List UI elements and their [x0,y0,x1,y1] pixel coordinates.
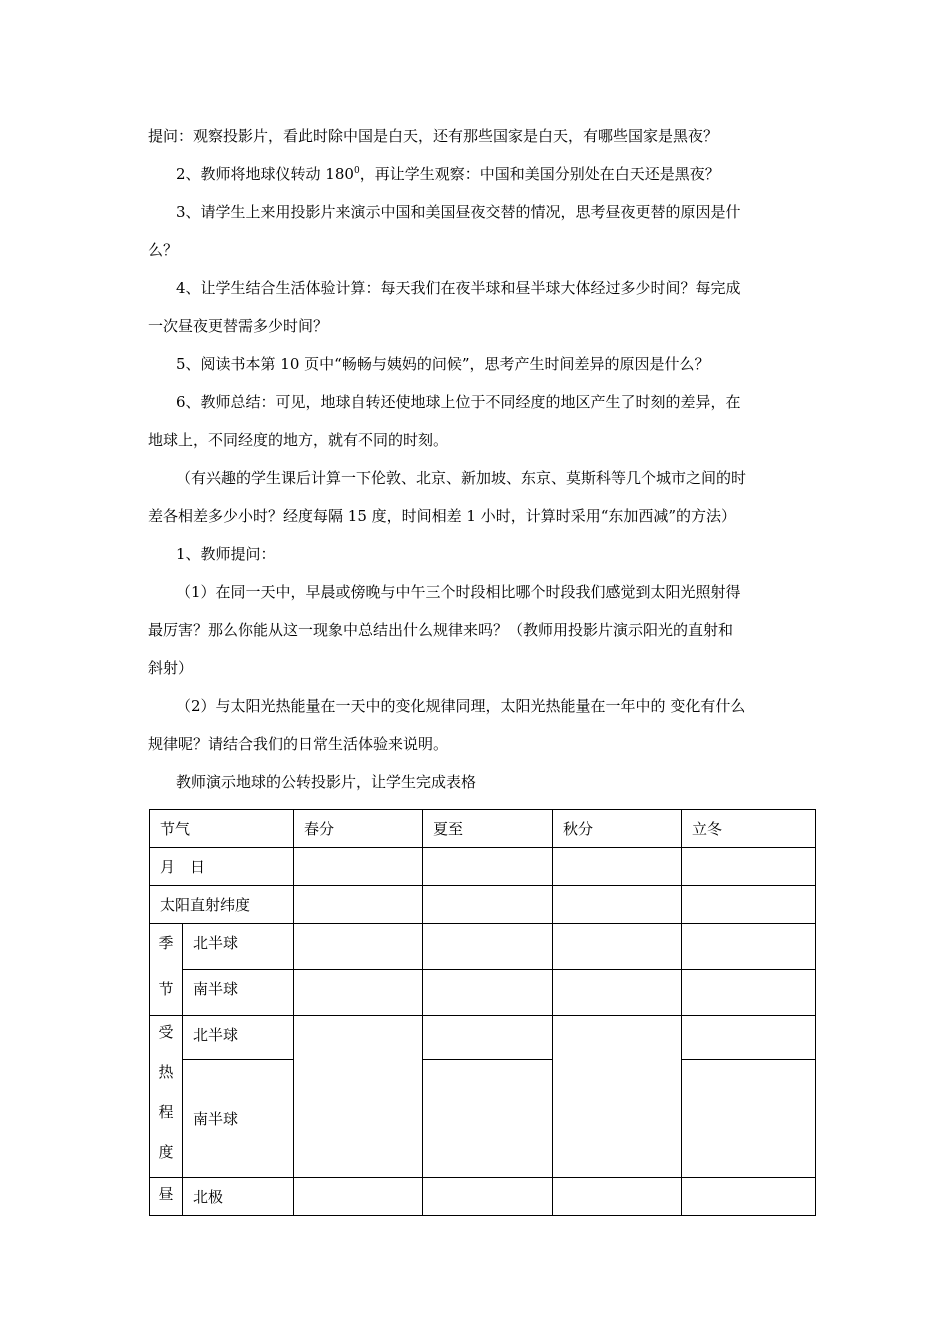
table-row-heat-south [150,1060,816,1178]
day-group-label: 昼 [150,1178,183,1216]
paragraph-extra-cont: 差各相差多少小时？经度每隔 15 度，时间相差 1 小时，计算时采用“东加西减”的方法） [148,507,737,525]
table-cell [423,1016,553,1060]
paragraph-question-2-cont: 规律呢？请结合我们的日常生活体验来说明。 [148,735,449,753]
heat-north-label: 北半球 [183,1016,294,1060]
paragraph-step-5: 5、阅读书本第 10 页中“畅畅与姨妈的问候”，思考产生时间差异的原因是什么？ [176,355,710,373]
paragraph-question-1-cont2: 斜射） [148,659,194,677]
table-cell [294,924,423,970]
table-cell [682,886,816,924]
table-cell [553,886,682,924]
table-cell [423,848,553,886]
table-cell [294,848,423,886]
paragraph-teacher-question: 1、教师提问： [176,545,276,563]
header-spring-equinox: 春分 [294,810,423,848]
table-cell [423,970,553,1016]
paragraph-question-1-cont: 最厉害？那么你能从这一现象中总结出什么规律来吗？（教师用投影片演示阳光的直射和 [148,621,734,639]
table-cell [682,1178,816,1216]
table-cell [553,848,682,886]
table-cell [553,924,682,970]
day-north-label: 北极 [183,1178,294,1216]
header-start-of-winter: 立冬 [682,810,816,848]
table-cell [682,1060,816,1178]
table-cell [294,1016,423,1178]
paragraph-step-6: 6、教师总结：可见，地球自转还使地球上位于不同经度的地区产生了时刻的差异，在 [176,393,741,411]
table-cell [682,848,816,886]
table-cell [553,970,682,1016]
row-label-latitude: 太阳直射纬度 [150,886,294,924]
paragraph-question-2: （2）与太阳光热能量在一天中的变化规律同理，太阳光热能量在一年中的 变化有什么 [176,697,746,715]
paragraph-step-4-cont: 一次昼夜更替需多少时间？ [148,317,329,335]
table-cell [294,886,423,924]
table-cell [294,970,423,1016]
heat-group-label: 受 热 程 度 [150,1016,183,1178]
paragraph-step-4: 4、让学生结合生活体验计算：每天我们在夜半球和昼半球大体经过多少时间？每完成 [176,279,741,297]
season-group-label: 季 节 [150,924,183,1016]
table-row-date [150,848,816,886]
table-cell [423,886,553,924]
paragraph-step-2: 2、教师将地球仪转动 $180^0$，再让学生观察：中国和美国分别处在白天还是黑夜？ [176,165,720,183]
season-south-label: 南半球 [183,970,294,1016]
table-cell [423,1178,553,1216]
header-solar-term: 节气 [150,810,294,848]
season-north-label: 北半球 [183,924,294,970]
table-cell [682,1016,816,1060]
table-row-latitude [150,886,816,924]
table-cell [423,1060,553,1178]
header-autumn-equinox: 秋分 [553,810,682,848]
table-row-heat-north [150,1016,816,1060]
table-cell [294,1178,423,1216]
table-row-day-north [150,1178,816,1216]
paragraph-question-1: （1）在同一天中，早晨或傍晚与中午三个时段相比哪个时段我们感觉到太阳光照射得 [176,583,741,601]
paragraph-question: 提问：观察投影片，看此时除中国是白天，还有那些国家是白天，有哪些国家是黑夜？ [148,127,719,145]
table-row-season-north [150,924,816,970]
paragraph-step-3-cont: 么？ [148,241,179,259]
table-cell [682,924,816,970]
table-cell [423,924,553,970]
paragraph-step-6-cont: 地球上，不同经度的地方，就有不同的时刻。 [148,431,449,449]
table-header-row [150,810,816,848]
table-cell [553,1016,682,1178]
paragraph-step-3: 3、请学生上来用投影片来演示中国和美国昼夜交替的情况，思考昼夜更替的原因是什 [176,203,741,221]
paragraph-table-intro: 教师演示地球的公转投影片，让学生完成表格 [176,773,477,791]
table-cell [553,1178,682,1216]
solar-terms-table [149,809,816,1216]
heat-south-label: 南半球 [183,1060,294,1178]
table-cell [682,970,816,1016]
paragraph-extra: （有兴趣的学生课后计算一下伦敦、北京、新加坡、东京、莫斯科等几个城市之间的时 [176,469,747,487]
header-summer-solstice: 夏至 [423,810,553,848]
table-row-season-south [150,970,816,1016]
row-label-date: 月 日 [150,848,294,886]
